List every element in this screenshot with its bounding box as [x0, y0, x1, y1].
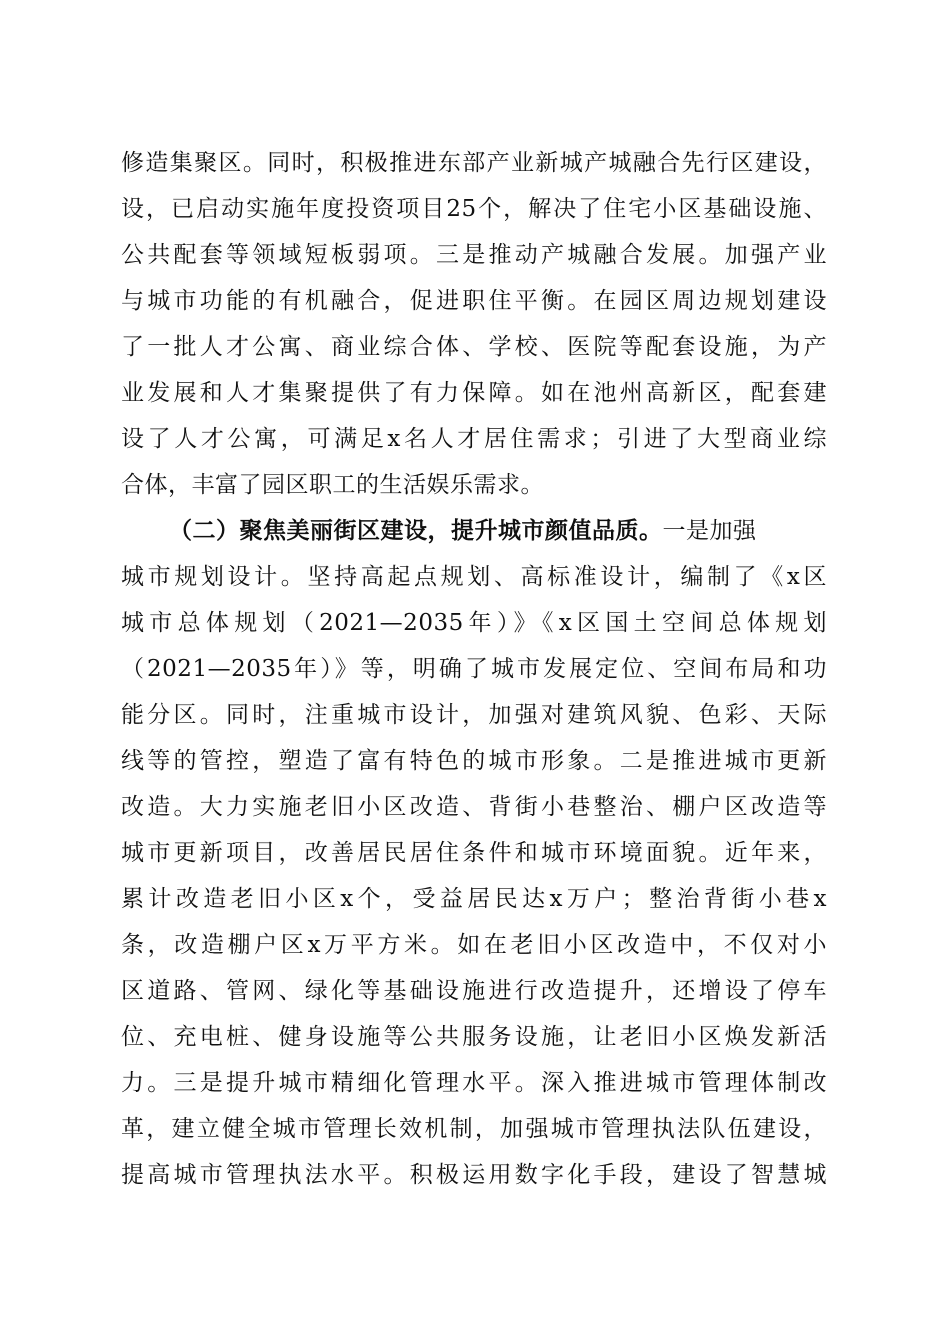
text-line-21: 力。三是提升城市精细化管理水平。深入推进城市管理体制改 — [121, 1070, 827, 1096]
text-line-20: 位、充电桩、健身设施等公共服务设施，让老旧小区焕发新活 — [121, 1024, 827, 1050]
text-line-1: 修造集聚区。同时，积极推进东部产业新城产城融合先行区建设， — [121, 150, 827, 176]
section-heading-line — [169, 516, 827, 546]
text-line-2: 设，已启动实施年度投资项目25个，解决了住宅小区基础设施、 — [121, 196, 827, 222]
text-line-15: 改造。大力实施老旧小区改造、背街小巷整治、棚户区改造等 — [121, 794, 827, 820]
text-line-14: 线等的管控，塑造了富有特色的城市形象。二是推进城市更新 — [121, 748, 827, 774]
text-line-22: 革，建立健全城市管理长效机制，加强城市管理执法队伍建设， — [121, 1116, 827, 1142]
text-line-19: 区道路、管网、绿化等基础设施进行改造提升，还增设了停车 — [121, 978, 827, 1004]
text-line-17: 累计改造老旧小区x个，受益居民达x万户；整治背街小巷x — [121, 886, 827, 912]
section-heading: （二）聚焦美丽街区建设，提升城市颜值品质。 — [169, 517, 663, 544]
text-line-6: 业发展和人才集聚提供了有力保障。如在池州高新区，配套建 — [121, 380, 827, 406]
text-line-16: 城市更新项目，改善居民居住条件和城市环境面貌。近年来， — [121, 840, 827, 866]
text-line-7: 设了人才公寓，可满足x名人才居住需求；引进了大型商业综 — [121, 426, 827, 452]
text-line-23: 提高城市管理执法水平。积极运用数字化手段，建设了智慧城 — [121, 1162, 827, 1188]
text-line-12: （2021—2035年）》等，明确了城市发展定位、空间布局和功 — [121, 656, 827, 682]
text-line-13: 能分区。同时，注重城市设计，加强对建筑风貌、色彩、天际 — [121, 702, 827, 728]
text-line-4: 与城市功能的有机融合，促进职住平衡。在园区周边规划建设 — [121, 288, 827, 314]
text-line-3: 公共配套等领域短板弱项。三是推动产城融合发展。加强产业 — [121, 242, 827, 268]
text-line-11: 城市总体规划（2021—2035年）》《x区国土空间总体规划 — [121, 610, 827, 636]
text-line-8: 合体，丰富了园区职工的生活娱乐需求。 — [121, 472, 544, 498]
text-line-18: 条，改造棚户区x万平方米。如在老旧小区改造中，不仅对小 — [121, 932, 827, 958]
text-line-10: 城市规划设计。坚持高起点规划、高标准设计，编制了《x区 — [121, 564, 827, 590]
text-line-5: 了一批人才公寓、商业综合体、学校、医院等配套设施，为产 — [121, 334, 827, 360]
section-heading-continuation: 一是加强 — [662, 518, 757, 544]
